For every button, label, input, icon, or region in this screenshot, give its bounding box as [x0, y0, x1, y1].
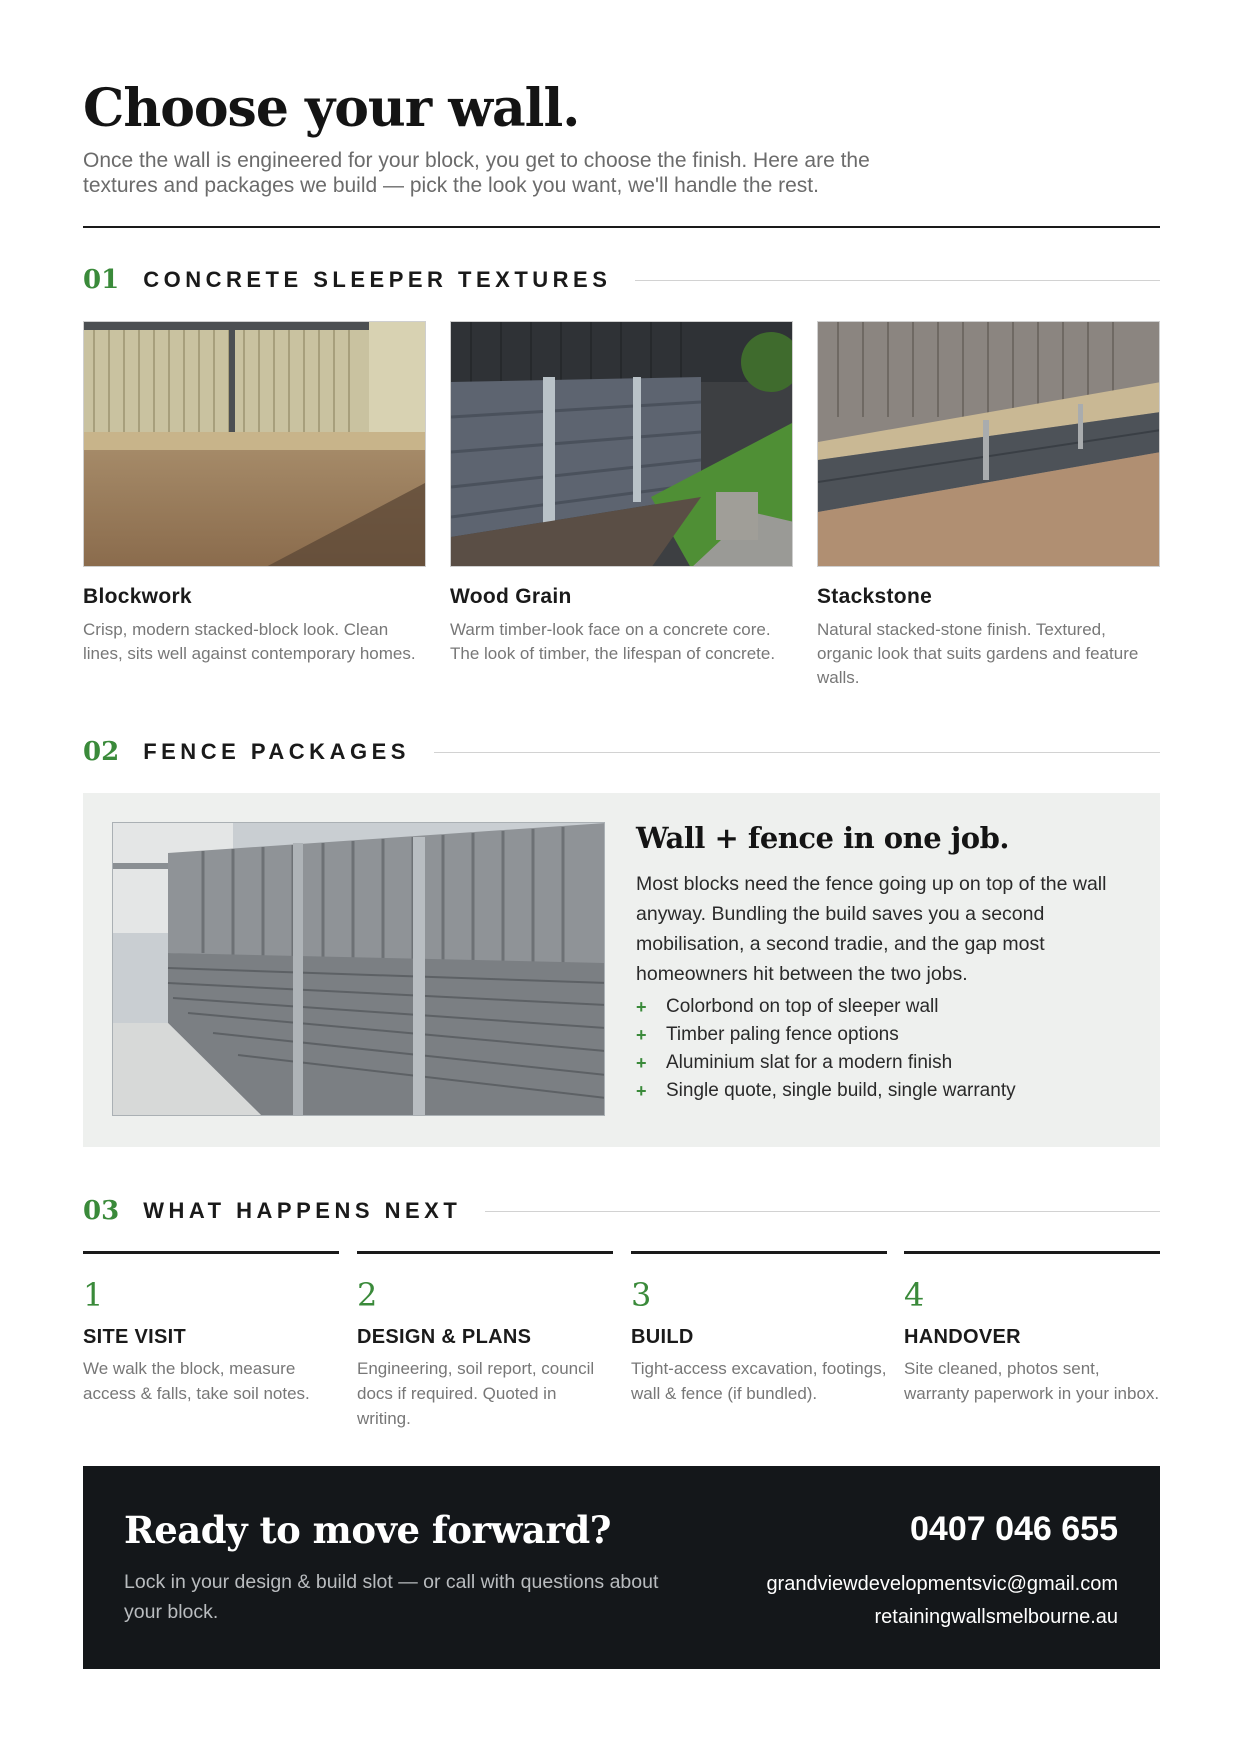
- list-item: [636, 1021, 1016, 1049]
- intro-text: Once the wall is engineered for your block, you get to choose the finish. Here are the textures and packages we build — pick the look you want, we'll handle the rest.: [83, 149, 870, 197]
- section-number: 03: [83, 1196, 120, 1226]
- list-item-text: Aluminium slat for a modern finish: [666, 1052, 953, 1073]
- email-link[interactable]: grandviewdevelopmentsvic@gmail.com: [766, 1573, 1118, 1595]
- list-item: [636, 1049, 1016, 1077]
- texture-description: Warm timber-look face on a concrete core. The look of timber, the lifespan of concrete.: [450, 620, 776, 663]
- section-title: FENCE PACKAGES: [143, 739, 410, 764]
- step-bar: [904, 1251, 1160, 1254]
- list-item-text: Colorbond on top of sleeper wall: [666, 996, 939, 1017]
- step-title: HANDOVER: [904, 1326, 1021, 1348]
- list-item: [636, 993, 1016, 1021]
- step-bar: [357, 1251, 613, 1254]
- step-number: 2: [357, 1276, 378, 1314]
- website-link[interactable]: retainingwallsmelbourne.au: [874, 1606, 1118, 1628]
- section-number: 01: [83, 265, 120, 295]
- step-site-visit: [83, 1251, 339, 1406]
- step-number: 1: [83, 1276, 104, 1314]
- section-header-next: [83, 1196, 1160, 1226]
- phone-number-link[interactable]: 0407 046 655: [910, 1510, 1118, 1548]
- fence-package-panel: [83, 793, 1160, 1147]
- cta-text: Lock in your design & build slot — or call with questions about your block.: [124, 1571, 659, 1623]
- step-description: Tight-access excavation, footings, wall & fence (if bundled).: [631, 1359, 887, 1403]
- fence-heading: Wall + fence in one job.: [636, 821, 1009, 855]
- blockwork-photo: [83, 321, 426, 567]
- step-bar: [83, 1251, 339, 1254]
- texture-description: Natural stacked-stone finish. Textured, organic look that suits gardens and feature walls.: [817, 620, 1139, 687]
- texture-card-blockwork: [83, 321, 426, 666]
- cta-banner: [83, 1466, 1160, 1669]
- section-divider: [485, 1211, 1160, 1212]
- texture-card-stackstone: [817, 321, 1160, 690]
- header-divider: [83, 226, 1160, 228]
- fence-description: Most blocks need the fence going up on top of the wall anyway. Bundling the build saves you a second mobilisation, a second tradie, and the gap most homeowners hit between the two jobs.: [636, 873, 1107, 985]
- step-title: SITE VISIT: [83, 1326, 187, 1348]
- section-number: 02: [83, 737, 120, 767]
- list-item-text: Timber paling fence options: [666, 1024, 899, 1045]
- section-divider: [434, 752, 1160, 753]
- plus-icon: +: [636, 1052, 647, 1073]
- step-build: [631, 1251, 887, 1406]
- plus-icon: +: [636, 996, 647, 1017]
- section-title: WHAT HAPPENS NEXT: [143, 1198, 462, 1223]
- step-description: Site cleaned, photos sent, warranty paperwork in your inbox.: [904, 1359, 1160, 1403]
- step-number: 3: [631, 1276, 652, 1314]
- texture-name: Wood Grain: [450, 585, 572, 608]
- step-title: DESIGN & PLANS: [357, 1326, 532, 1348]
- page-title: Choose your wall.: [83, 78, 580, 139]
- section-header-fence: [83, 737, 1160, 767]
- section-header-textures: [83, 265, 1160, 295]
- cta-title: Ready to move forward?: [124, 1508, 611, 1552]
- step-bar: [631, 1251, 887, 1254]
- texture-description: Crisp, modern stacked-block look. Clean lines, sits well against contemporary homes.: [83, 620, 416, 663]
- fence-photo: [112, 822, 605, 1116]
- section-title: CONCRETE SLEEPER TEXTURES: [143, 267, 612, 292]
- step-title: BUILD: [631, 1326, 694, 1348]
- fence-options-list: [636, 993, 1016, 1105]
- texture-name: Stackstone: [817, 585, 933, 608]
- texture-name: Blockwork: [83, 585, 192, 608]
- step-design-plans: [357, 1251, 613, 1431]
- plus-icon: +: [636, 1024, 647, 1045]
- step-description: Engineering, soil report, council docs if required. Quoted in writing.: [357, 1359, 595, 1428]
- section-divider: [635, 280, 1160, 281]
- list-item: [636, 1077, 1016, 1105]
- step-description: We walk the block, measure access & falls, take soil notes.: [83, 1359, 310, 1403]
- stackstone-photo: [817, 321, 1160, 567]
- step-handover: [904, 1251, 1160, 1406]
- wood-grain-photo: [450, 321, 793, 567]
- texture-card-wood-grain: [450, 321, 793, 666]
- plus-icon: +: [636, 1080, 647, 1101]
- step-number: 4: [904, 1276, 925, 1314]
- list-item-text: Single quote, single build, single warranty: [666, 1080, 1016, 1101]
